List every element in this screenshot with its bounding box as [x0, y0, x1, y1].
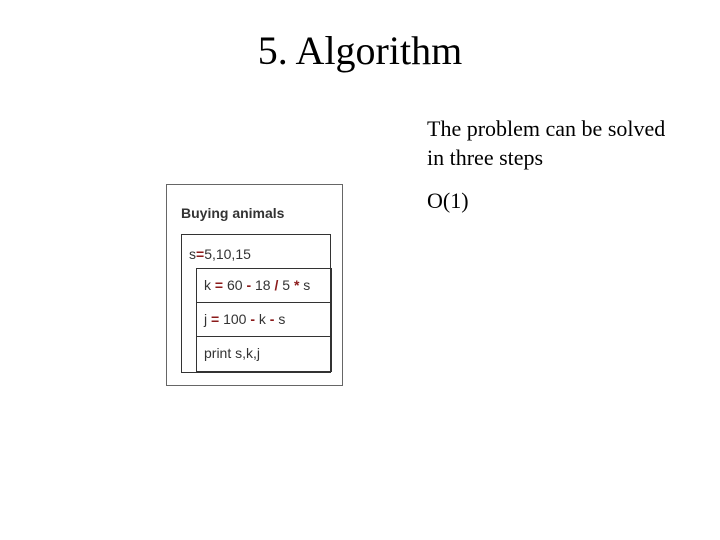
loop-values: 5,10,15: [204, 246, 251, 262]
loop-header: [189, 246, 251, 262]
loop-operator: =: [196, 246, 205, 262]
description-line-1: The problem can be solved: [427, 116, 666, 141]
loop-body: [196, 268, 332, 374]
structogram-diagram: [166, 184, 343, 386]
diagram-title: Buying animals: [181, 205, 285, 221]
description-text: [427, 114, 712, 172]
step-print: print s,k,j: [196, 336, 332, 372]
step-compute-k: k = 60 - 18 / 5 * s: [196, 268, 332, 302]
slide-title: 5. Algorithm: [257, 28, 463, 73]
loop-variable: s: [189, 246, 196, 262]
complexity-text: O(1): [427, 188, 469, 213]
description-line-2: in three steps: [427, 145, 544, 170]
loop-block: [181, 234, 331, 373]
step-compute-j: j = 100 - k - s: [196, 302, 332, 336]
